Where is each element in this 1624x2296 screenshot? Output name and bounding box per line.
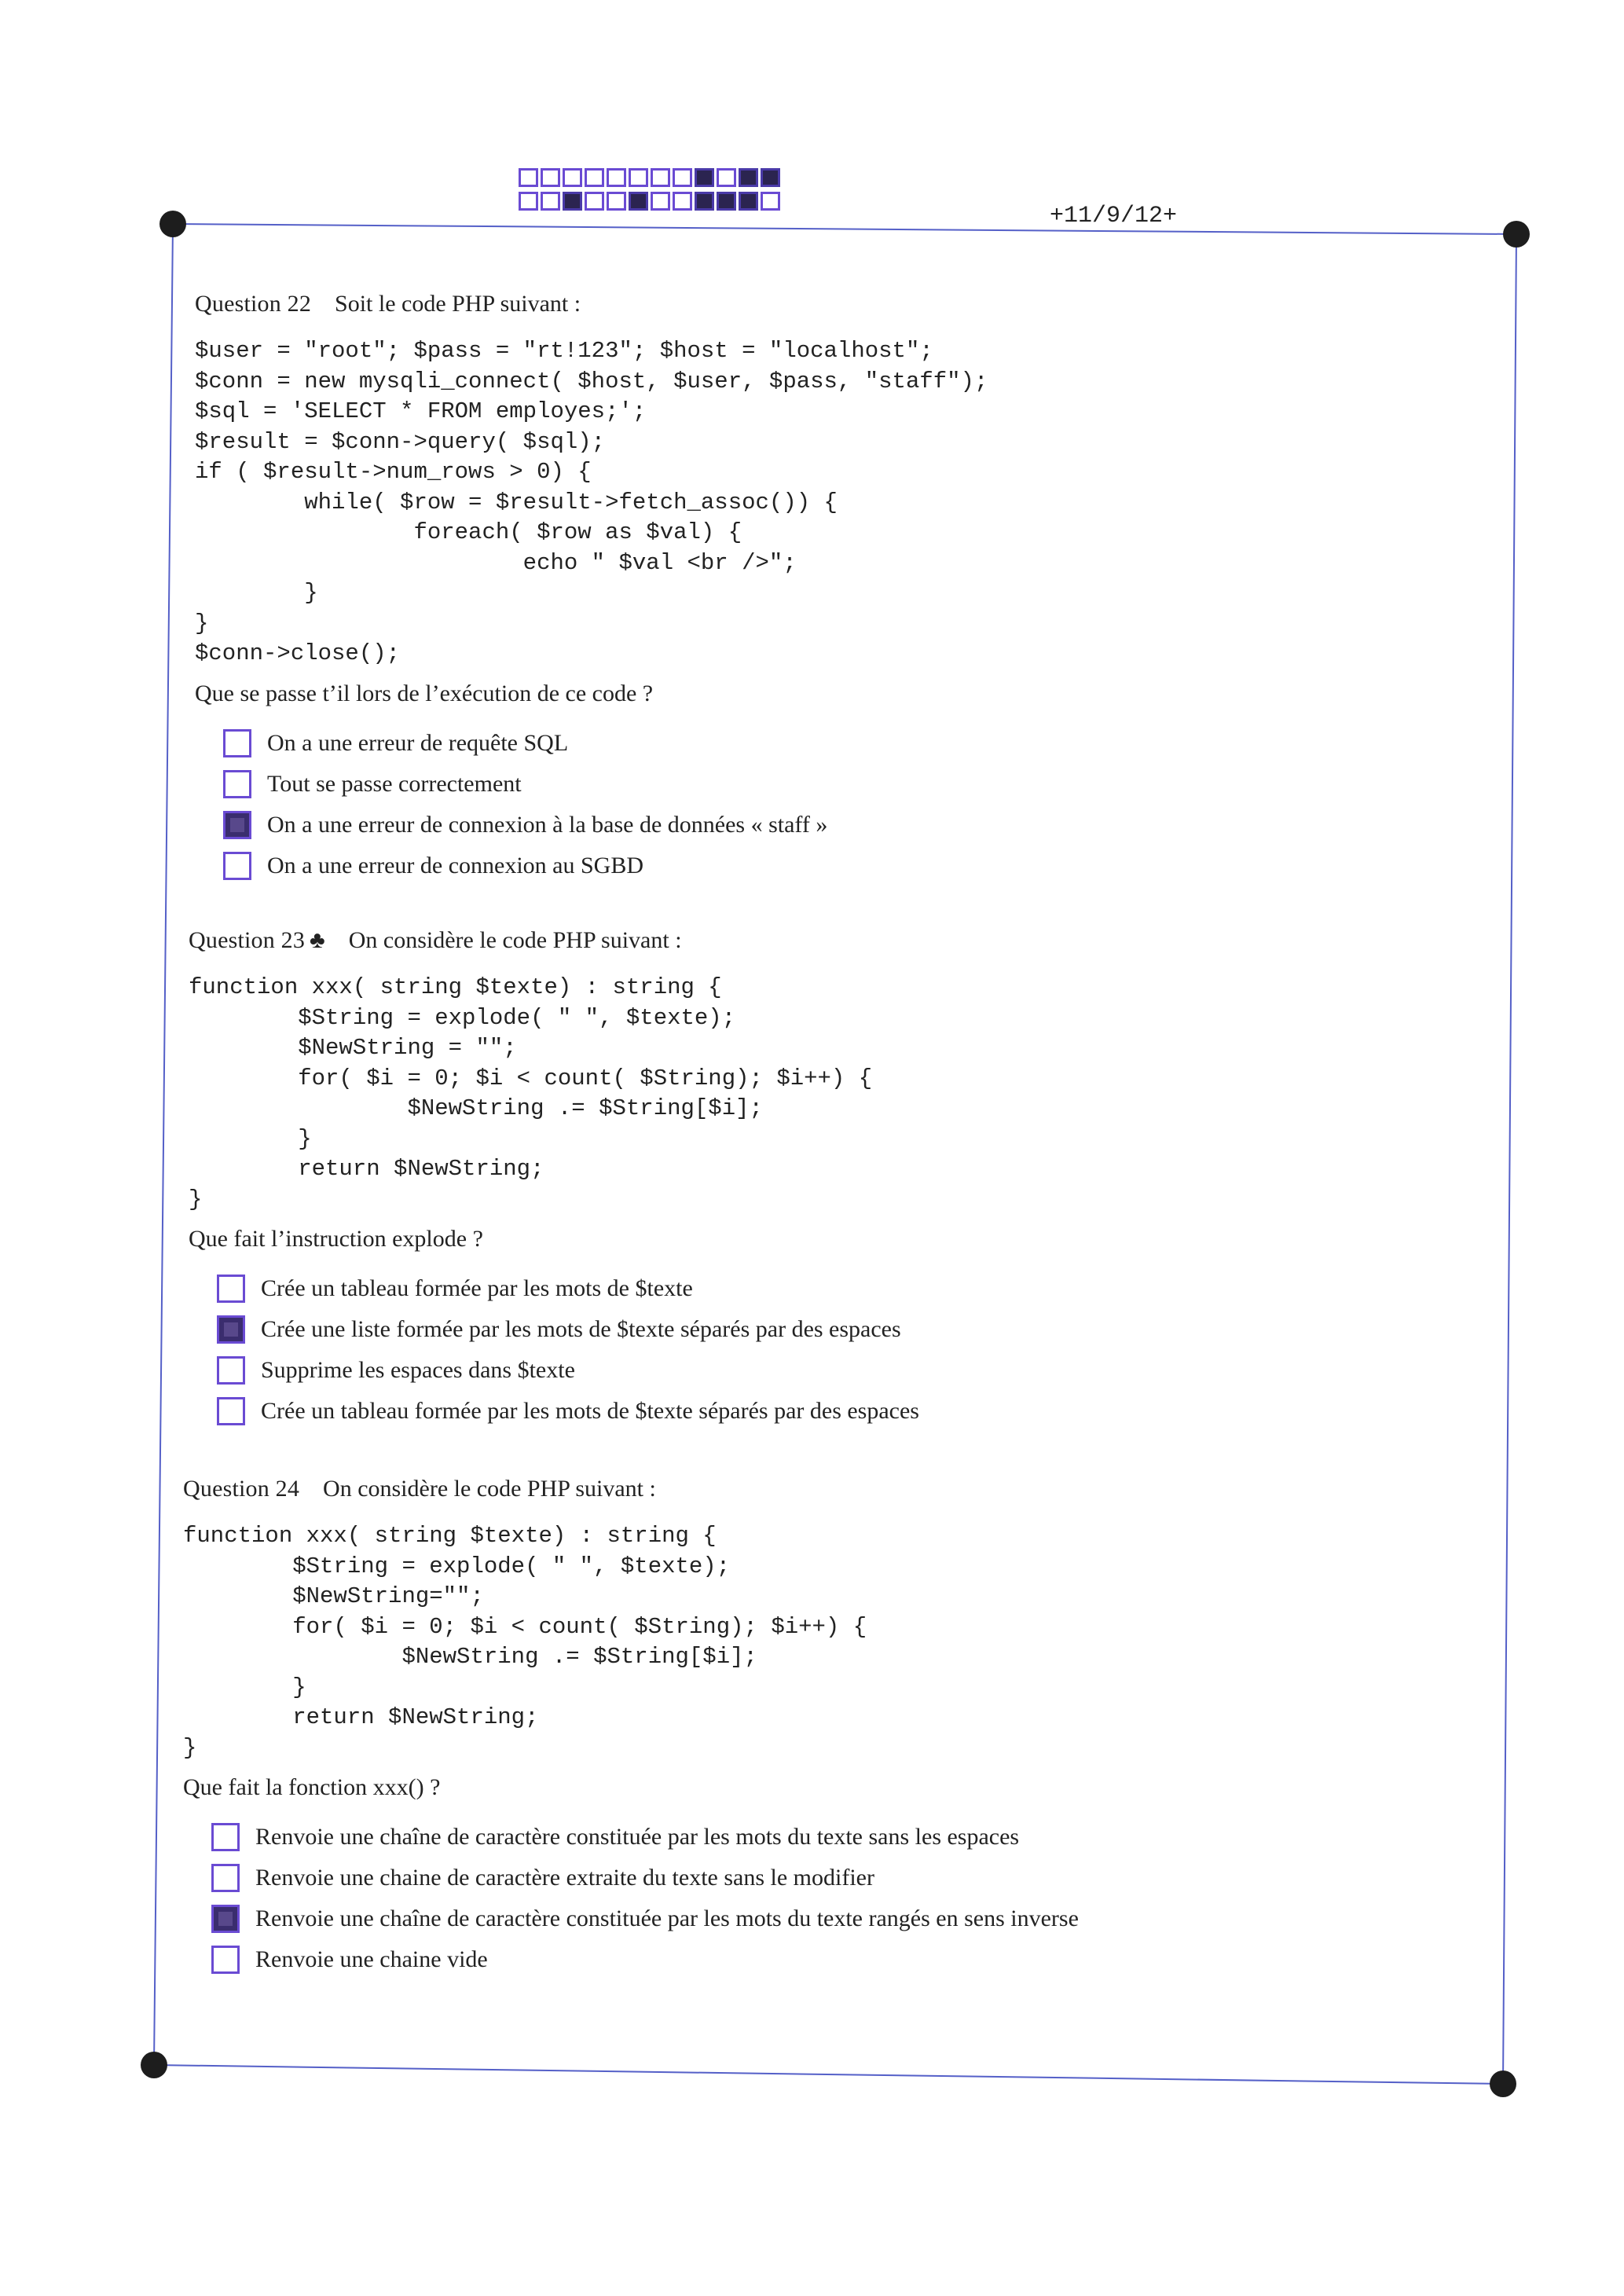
id-grid-cell — [761, 192, 780, 211]
answer-label: Tout se passe correctement — [267, 770, 522, 797]
answer-label: Renvoie une chaine vide — [255, 1946, 488, 1972]
checkbox[interactable] — [211, 1823, 240, 1851]
checkbox[interactable] — [217, 1275, 245, 1303]
answer-label: Renvoie une chaîne de caractère constituée par les mots du texte rangés en sens inverse — [255, 1905, 1079, 1931]
code-block: $user = "root"; $pass = "rt!123"; $host = "localhost"; $conn = new mysqli_connect( $host, $user, $pass, "staff"); $sql = 'SELECT * FROM employes;'; $result = $conn->query( $sql); if ( $result->num_rows > 0) { while( $row = $result->fetch_assoc()) { foreach( $row as $val) { echo " $val <br />"; } } $conn->close(); — [195, 338, 988, 666]
answer-option[interactable] — [217, 1309, 919, 1350]
answer-option[interactable] — [223, 845, 988, 886]
checkbox[interactable] — [217, 1397, 245, 1425]
answer-option[interactable] — [211, 1817, 1079, 1858]
question-header — [195, 291, 988, 317]
id-grid-cell — [607, 192, 626, 211]
question-intro: On considère le code PHP suivant : — [323, 1476, 656, 1502]
club-icon: ♣ — [310, 927, 325, 953]
id-grid-cell — [519, 168, 538, 187]
answer-label: Renvoie une chaîne de caractère constituée par les mots du texte sans les espaces — [255, 1824, 1020, 1850]
id-grid — [519, 168, 780, 215]
id-grid-cell — [717, 192, 736, 211]
corner-mark-bottom-left — [141, 2052, 167, 2078]
corner-mark-top-right — [1503, 221, 1530, 248]
code-block: function xxx( string $texte) : string { $String = explode( " ", $texte); $NewString = ""; for( $i = 0; $i < count( $String); $i++) { $NewString .= $String[$i]; } return $NewString; } — [189, 974, 873, 1212]
id-grid-cell — [695, 168, 714, 187]
question-header — [183, 1476, 1079, 1502]
id-grid-cell — [651, 192, 670, 211]
question-number: Question 24 — [183, 1476, 300, 1502]
question-23 — [189, 927, 919, 1449]
answer-option[interactable] — [211, 1898, 1079, 1939]
checkbox[interactable] — [223, 811, 251, 839]
answer-label: Crée un tableau formée par les mots de $texte — [261, 1275, 693, 1301]
answer-option[interactable] — [211, 1858, 1079, 1898]
id-grid-cell — [629, 192, 648, 211]
answer-label: On a une erreur de connexion à la base de données « staff » — [267, 811, 828, 838]
question-number: Question 23 — [189, 927, 306, 953]
checkbox[interactable] — [211, 1946, 240, 1974]
question-header — [189, 927, 919, 954]
id-grid-cell — [541, 192, 560, 211]
corner-mark-top-left — [159, 211, 186, 237]
checkbox[interactable] — [217, 1315, 245, 1344]
answer-option[interactable] — [223, 764, 988, 805]
checkbox[interactable] — [223, 729, 251, 757]
checkbox[interactable] — [211, 1864, 240, 1892]
id-grid-cell — [651, 168, 670, 187]
answer-list — [189, 1268, 919, 1432]
id-grid-cell — [585, 192, 604, 211]
id-grid-cell — [563, 192, 582, 211]
id-grid-cell — [607, 168, 626, 187]
checkbox[interactable] — [211, 1905, 240, 1933]
answer-option[interactable] — [223, 723, 988, 764]
answer-option[interactable] — [217, 1391, 919, 1432]
answer-option[interactable] — [223, 805, 988, 845]
id-grid-cell — [519, 192, 538, 211]
id-grid-cell — [585, 168, 604, 187]
id-grid-row — [519, 192, 780, 211]
id-grid-row — [519, 168, 780, 187]
answer-option[interactable] — [217, 1268, 919, 1309]
id-grid-cell — [629, 168, 648, 187]
id-grid-cell — [761, 168, 780, 187]
answer-list — [195, 723, 988, 886]
id-grid-cell — [739, 192, 758, 211]
question-prompt: Que se passe t’il lors de l’exécution de ce code ? — [195, 680, 654, 706]
answer-label: Renvoie une chaine de caractère extraite du texte sans le modifier — [255, 1865, 874, 1891]
code-block: function xxx( string $texte) : string { $String = explode( " ", $texte); $NewString=""; for( $i = 0; $i < count( $String); $i++) { $NewString .= $String[$i]; } return $NewString; } — [183, 1523, 867, 1761]
question-prompt: Que fait l’instruction explode ? — [189, 1226, 483, 1252]
id-grid-cell — [673, 192, 692, 211]
id-grid-cell — [695, 192, 714, 211]
question-intro: Soit le code PHP suivant : — [335, 291, 581, 317]
id-grid-cell — [563, 168, 582, 187]
id-grid-cell — [739, 168, 758, 187]
page-code: +11/9/12+ — [1050, 203, 1178, 229]
answer-label: Supprime les espaces dans $texte — [261, 1357, 575, 1383]
answer-list — [183, 1817, 1079, 1980]
checkbox[interactable] — [223, 852, 251, 880]
id-grid-cell — [717, 168, 736, 187]
question-24 — [183, 1476, 1079, 1997]
id-grid-cell — [541, 168, 560, 187]
answer-option[interactable] — [211, 1939, 1079, 1980]
question-prompt: Que fait la fonction xxx() ? — [183, 1774, 441, 1800]
answer-label: Crée une liste formée par les mots de $texte séparés par des espaces — [261, 1316, 901, 1342]
corner-mark-bottom-right — [1490, 2070, 1516, 2097]
checkbox[interactable] — [223, 770, 251, 798]
checkbox[interactable] — [217, 1356, 245, 1385]
question-intro: On considère le code PHP suivant : — [348, 927, 682, 953]
answer-option[interactable] — [217, 1350, 919, 1391]
question-22 — [195, 291, 988, 904]
answer-label: On a une erreur de connexion au SGBD — [267, 852, 644, 878]
id-grid-cell — [673, 168, 692, 187]
answer-label: Crée un tableau formée par les mots de $texte séparés par des espaces — [261, 1398, 919, 1424]
answer-label: On a une erreur de requête SQL — [267, 729, 569, 756]
question-number: Question 22 — [195, 291, 312, 317]
